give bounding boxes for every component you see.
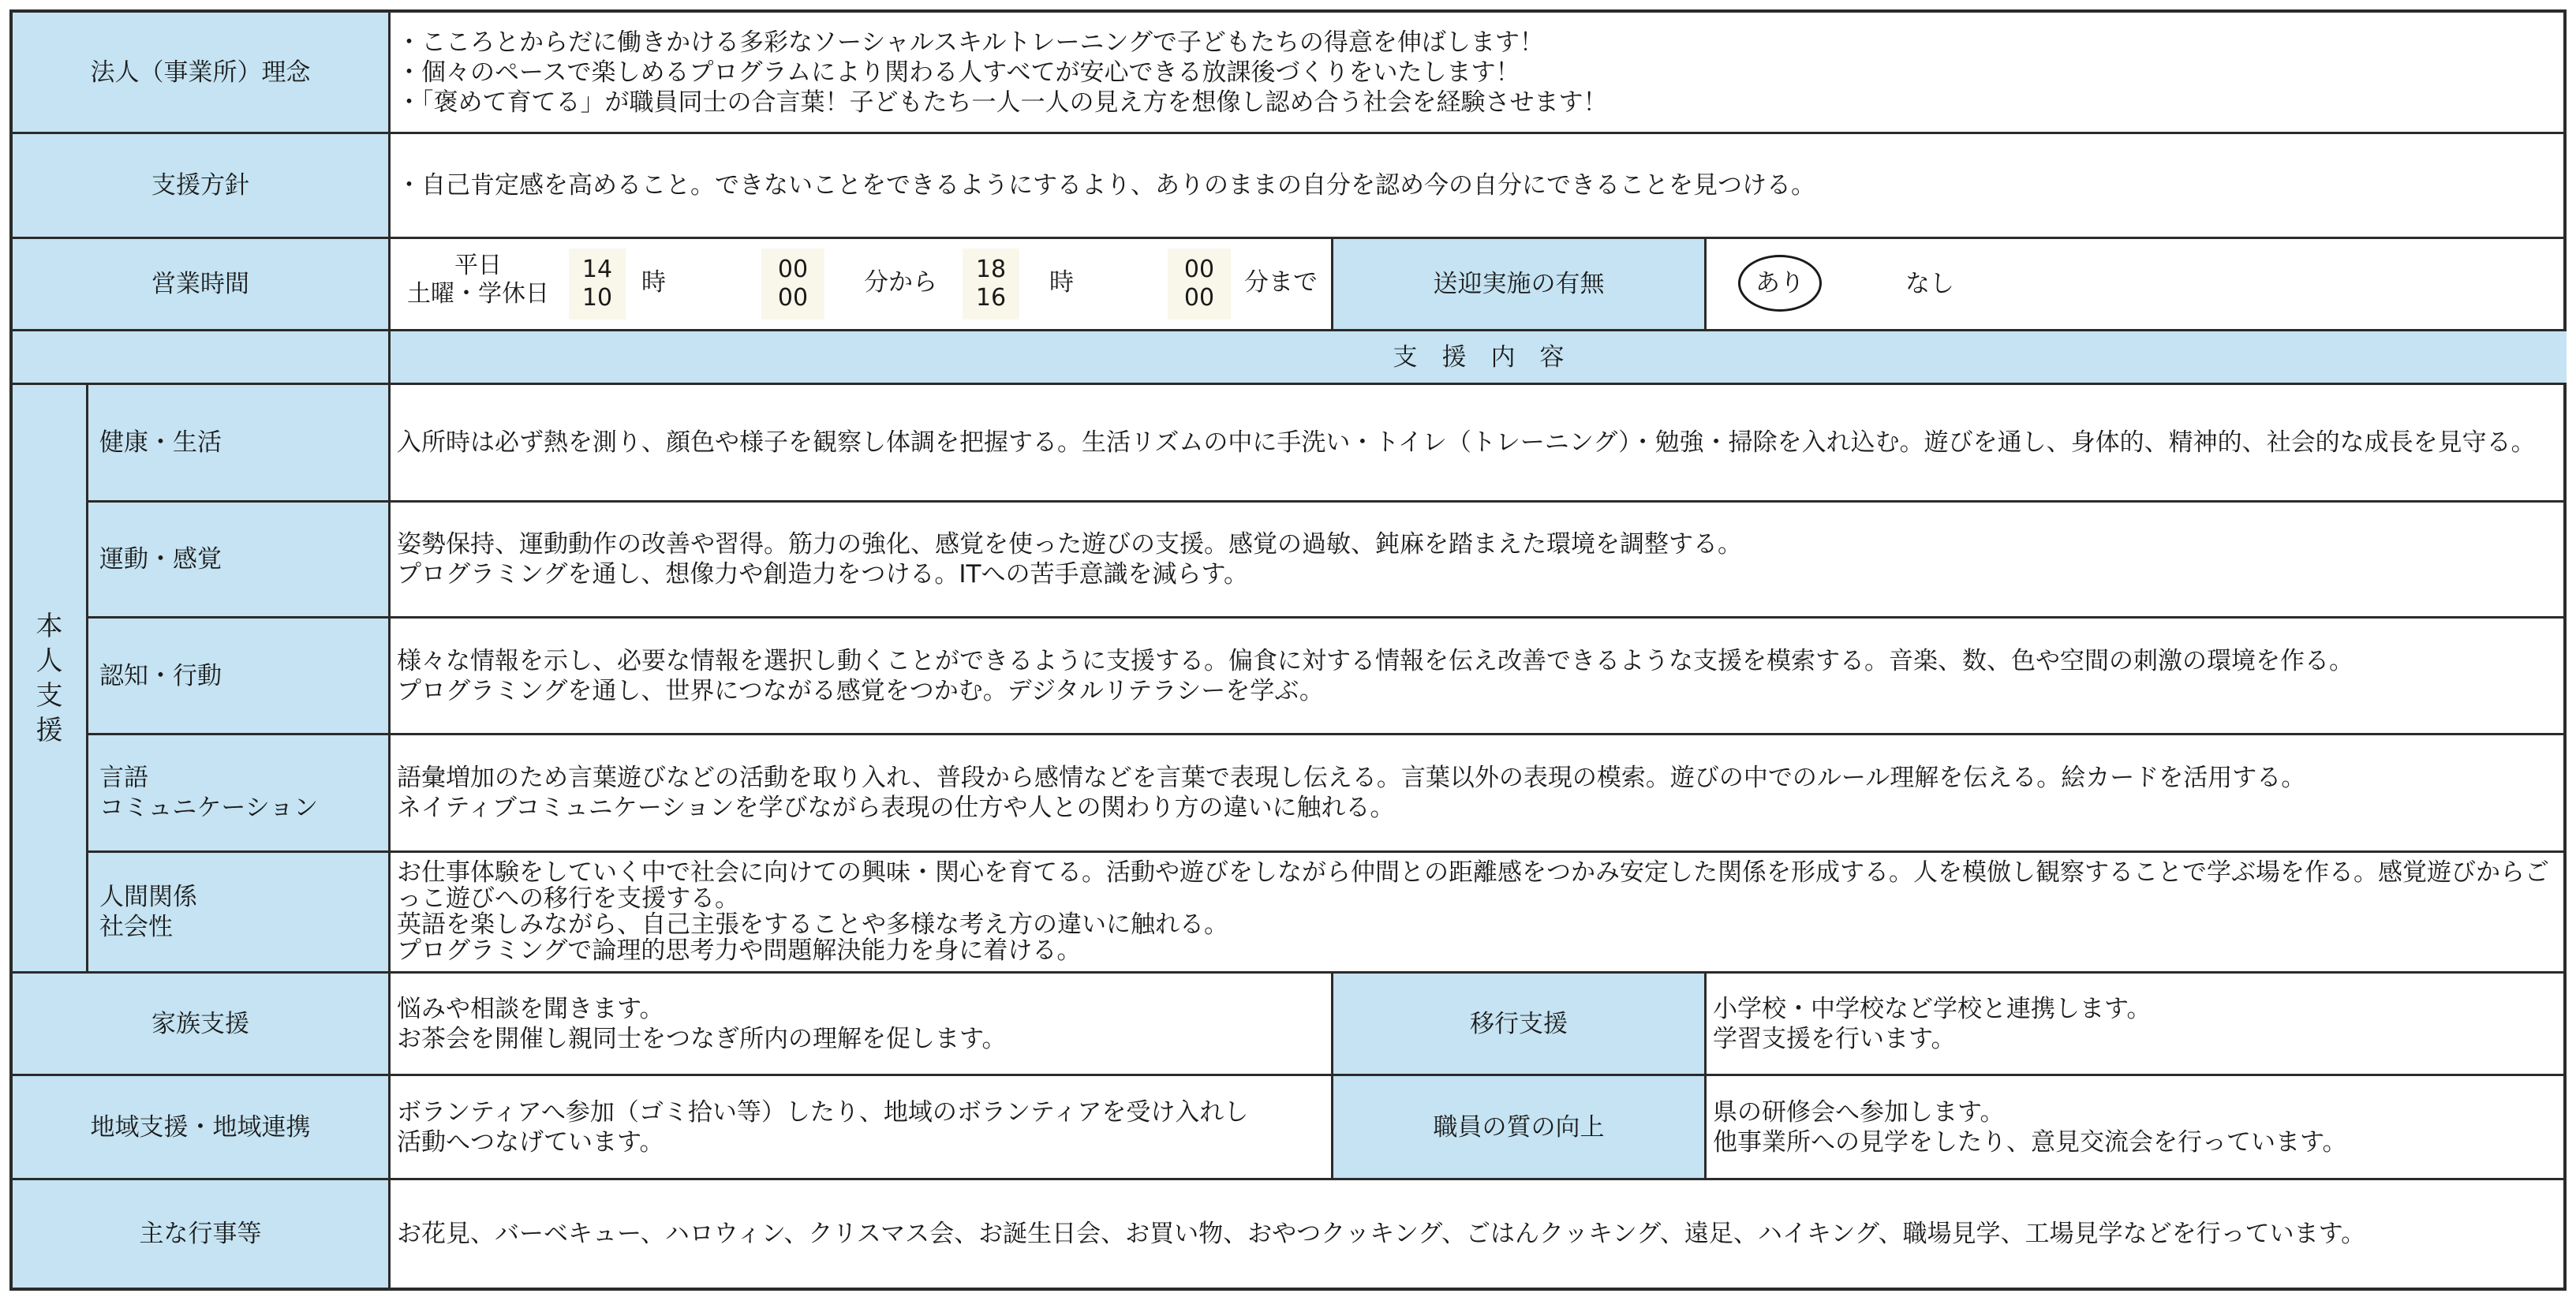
transport-label	[1333, 239, 1707, 331]
support-program-table	[9, 9, 2567, 1291]
end-hour-weekend: 16	[975, 284, 1007, 312]
personal-support-char: 支	[36, 679, 63, 712]
policy-label-text: 支援方針	[151, 171, 249, 200]
events-text: お花見、バーベキュー、ハロウィン、クリスマス会、お誕生日会、お買い物、おやつクッキング、ごはんクッキング、遠足、ハイキング、職場見学、工場見学などを行っています。	[397, 1220, 2366, 1248]
language-communication-line: 語彙増加のため言葉遊びなどの活動を取り入れ、普段から感情などを言葉で表現し伝える。言葉以外の表現の模索。遊びの中でのルール理解を伝える。絵カードを活用する。	[397, 764, 2306, 792]
end-hour-values	[963, 249, 1019, 320]
events-label	[13, 1180, 391, 1288]
cognition-behavior-content	[391, 619, 2567, 735]
policy-content	[391, 134, 2567, 239]
hours-day-types	[392, 252, 564, 308]
philosophy-line: ・「褒めて育てる」が職員同士の合言葉！子どもたち一人一人の見え方を想像し認め合う社会を経験させます！	[397, 88, 1608, 117]
personal-support-char: 本	[36, 610, 63, 642]
transport-no: なし	[1905, 270, 1954, 298]
start-min-weekday: 00	[777, 256, 809, 283]
start-hour-weekday: 14	[581, 256, 613, 283]
hours-label-text: 営業時間	[151, 270, 249, 298]
staff-quality-line: 県の研修会へ参加します。	[1713, 1097, 2005, 1127]
health-life-label-text: 健康・生活	[99, 428, 222, 457]
transport-yes: あり	[1755, 269, 1804, 297]
start-hour-weekend: 10	[581, 284, 613, 312]
weekday-label: 平日	[454, 252, 502, 279]
policy-label	[13, 134, 391, 239]
until-text: 分まで	[1244, 268, 1318, 297]
support-header-spacer	[13, 331, 391, 385]
human-relations-label	[88, 853, 391, 974]
hours-content	[391, 239, 1333, 331]
community-support-label-text: 地域支援・地域連携	[90, 1112, 311, 1142]
personal-support-char: 援	[36, 714, 63, 746]
support-header	[391, 331, 2567, 385]
language-communication-line: ネイティブコミュニケーションを学びながら表現の仕方や人との関わり方の違いに触れる。	[397, 794, 1395, 822]
movement-sense-label-text: 運動・感覚	[99, 545, 222, 574]
start-min-weekend: 00	[777, 284, 809, 312]
language-communication-content	[391, 735, 2567, 853]
philosophy-line: ・こころとからだに働きかける多彩なソーシャルスキルトレーニングで子どもたちの得意を伸ばします！	[397, 28, 1544, 57]
transport-label-text: 送迎実施の有無	[1433, 270, 1605, 298]
family-support-line: 悩みや相談を聞きます。	[397, 994, 664, 1023]
family-support-label-text: 家族支援	[151, 1009, 249, 1038]
events-label-text: 主な行事等	[139, 1220, 262, 1248]
staff-quality-line: 他事業所への見学をしたり、意見交流会を行っています。	[1713, 1127, 2347, 1157]
health-life-text: 入所時は必ず熱を測り、顔色や様子を観察し体調を把握する。生活リズムの中に手洗い・トイレ（トレーニング）・勉強・掃除を入れ込む。遊びを通し、身体的、精神的、社会的な成長を見守る。	[397, 428, 2536, 457]
cognition-behavior-line: 様々な情報を示し、必要な情報を選択し動くことができるように支援する。偏食に対する情報を伝え改善できるような支援を模索する。音楽、数、色や空間の刺激の環境を作る。	[397, 646, 2354, 675]
philosophy-label	[13, 13, 391, 134]
human-relations-label-text: 人間関係	[99, 883, 197, 911]
personal-support-label	[13, 385, 88, 974]
movement-sense-line: プログラミングを通し、想像力や創造力をつける。ITへの苦手意識を減らす。	[397, 560, 1248, 589]
language-communication-label	[88, 735, 391, 853]
philosophy-content	[391, 13, 2567, 134]
transition-support-label	[1333, 974, 1707, 1076]
transition-support-line: 小学校・中学校など学校と連携します。	[1713, 994, 2152, 1023]
health-life-content	[391, 385, 2567, 503]
from-text: 分から	[864, 268, 937, 297]
end-min-weekday: 00	[1183, 256, 1215, 283]
end-min-values	[1168, 249, 1231, 320]
cognition-behavior-label	[88, 619, 391, 735]
family-support-label	[13, 974, 391, 1076]
end-hour-unit: 時	[1049, 268, 1074, 297]
events-content	[391, 1180, 2567, 1288]
movement-sense-label	[88, 503, 391, 619]
philosophy-line: ・個々のペースで楽しめるプログラムにより関わる人すべてが安心できる放課後づくりをいたします！	[397, 58, 1520, 87]
language-communication-label-text: コミュニケーション	[99, 794, 319, 822]
human-relations-line: 英語を楽しみながら、自己主張をすることや多様な考え方の違いに触れる。	[397, 910, 1228, 939]
staff-quality-label	[1333, 1076, 1707, 1180]
cognition-behavior-line: プログラミングを通し、世界につながる感覚をつかむ。デジタルリテラシーを学ぶ。	[397, 676, 1324, 705]
staff-quality-label-text: 職員の質の向上	[1433, 1112, 1605, 1142]
transport-yes-circled	[1738, 255, 1822, 312]
end-hour-weekday: 18	[975, 256, 1007, 283]
community-support-line: 活動へつなげています。	[397, 1127, 664, 1157]
community-support-line: ボランティアへ参加（ゴミ拾い等）したり、地域のボランティアを受け入れし	[397, 1097, 1249, 1127]
start-hour-values	[569, 249, 626, 320]
support-header-text: 支 援 内 容	[1393, 342, 1565, 372]
transition-support-line: 学習支援を行います。	[1713, 1024, 1956, 1053]
family-support-line: お茶会を開催し親同士をつなぎ所内の理解を促します。	[397, 1024, 1007, 1053]
hours-label	[13, 239, 391, 331]
health-life-label	[88, 385, 391, 503]
weekend-label: 土曜・学休日	[407, 280, 549, 308]
philosophy-label-text: 法人（事業所）理念	[90, 58, 311, 87]
end-min-weekend: 00	[1183, 284, 1215, 312]
movement-sense-content	[391, 503, 2567, 619]
personal-support-char: 人	[36, 645, 63, 677]
cognition-behavior-label-text: 認知・行動	[99, 661, 222, 690]
family-support-content	[391, 974, 1333, 1076]
language-communication-label-text: 言語	[99, 764, 148, 792]
human-relations-label-text: 社会性	[99, 913, 173, 941]
start-hour-unit: 時	[641, 268, 666, 297]
policy-text: ・自己肯定感を高めること。できないことをできるようにするより、ありのままの自分を認め今の自分にできることを見つける。	[397, 171, 1815, 200]
community-support-label	[13, 1076, 391, 1180]
transition-support-content	[1707, 974, 2567, 1076]
human-relations-line: プログラミングで論理的思考力や問題解決能力を身に着ける。	[397, 936, 1082, 965]
transition-support-label-text: 移行支援	[1470, 1009, 1568, 1038]
transport-options	[1707, 239, 2567, 331]
start-min-values	[761, 249, 824, 320]
staff-quality-content	[1707, 1076, 2567, 1180]
movement-sense-line: 姿勢保持、運動動作の改善や習得。筋力の強化、感覚を使った遊びの支援。感覚の過敏、鈍麻を踏まえた環境を調整する。	[397, 530, 1742, 559]
community-support-content	[391, 1076, 1333, 1180]
human-relations-line: お仕事体験をしていく中で社会に向けての興味・関心を育てる。活動や遊びをしながら仲間との距離感をつかみ安定した関係を形成する。人を模倣し観察することで学ぶ場を作る。感覚遊びからごっこ遊びへの移行を支援する。	[397, 858, 2549, 913]
human-relations-content	[391, 853, 2567, 974]
